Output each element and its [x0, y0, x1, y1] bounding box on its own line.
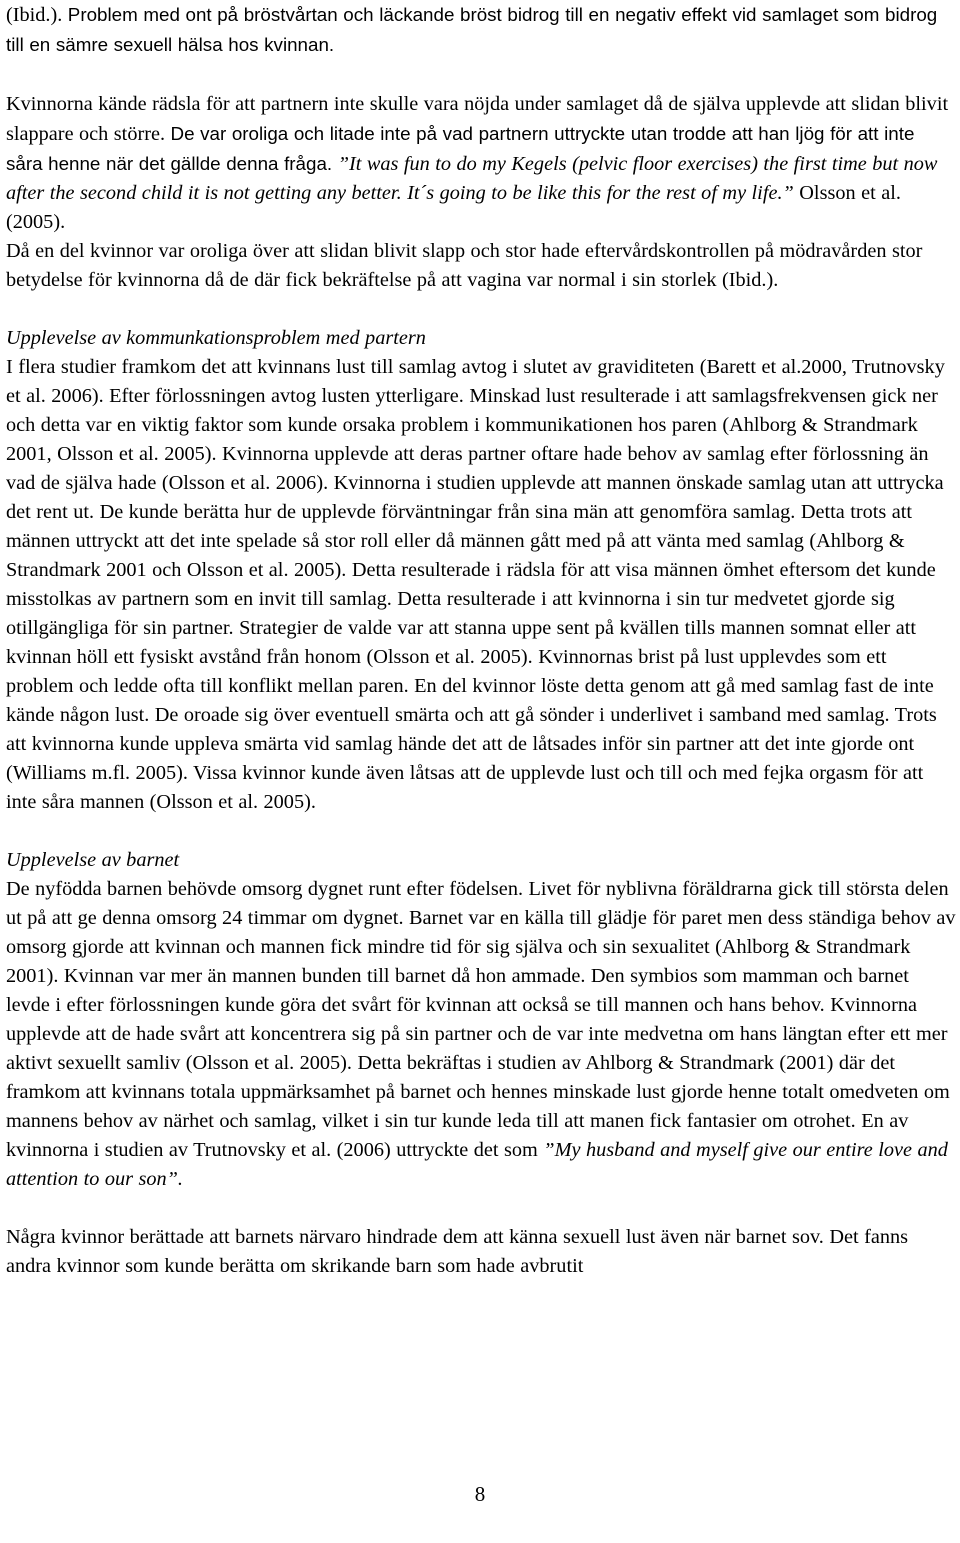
section-heading-communication: Upplevelse av kommunkationsproblem med partern: [6, 327, 426, 349]
paragraph-last: Några kvinnor berättade att barnets närvaro hindrade dem att känna sexuell lust även när barnet sov. Det fanns andra kvinnor som kunde berätta om skrikande barn som hade avbrutit: [6, 1226, 909, 1277]
paragraph-intro: [6, 0, 956, 60]
text-run: Kvinnorna kände rädsla för att partnern inte skulle vara nöjda under samlaget då de själva upplevde att slidan blivit slappare och större.: [6, 93, 949, 145]
section-body-child: [6, 875, 956, 1194]
section-heading-child: Upplevelse av barnet: [6, 849, 180, 871]
text-run: Då en del kvinnor var oroliga över att slidan blivit slapp och stor hade eftervårdskontrollen på mödravården stor betydelse för kvinnorna då de där fick bekräftelse på att vagina var normal i sin storlek (Ibid.).: [6, 240, 923, 291]
text-sans-run: Problem med ont på bröstvårtan och läckande bröst bidrog till en negativ effekt vid samlaget som bidrog till en sämre sexuell hälsa hos kvinnan.: [6, 4, 938, 55]
text-citation: Olsson et al. (2005).: [6, 182, 901, 233]
paragraph-fear: [6, 90, 956, 295]
page-number: 8: [474, 1482, 486, 1506]
text-sans-run: De var oroliga och litade inte på vad partnern uttryckte utan trodde att han ljög för att inte såra henne när det gällde denna fråga.: [6, 123, 915, 174]
section-body-communication: I flera studier framkom det att kvinnans lust till samlag avtog i slutet av graviditeten (Barett et al.2000, Trutnovsky et al. 2006). Efter förlossningen avtog lusten ytterligare. Minskad lust resulterade i att samlagsfrekvensen gick ner och detta var en viktig faktor som kunde orsaka problem i kommunikationen hos paren (Ahlborg & Strandmark 2001, Olsson et al. 2005). Kvinnorna upplevde att deras partner oftare hade behov av samlag efter förlossning än vad de själva hade (Olsson et al. 2006). Kvinnorna i studien upplevde att mannen önskade samlag utan att uttrycka det rent ut. De kunde berätta hur de upplevde förväntningar från sina män att genomföra samlag. Detta trots att männen uttryckt att det inte spelade så stor roll eller då männen gått med på att vänta med samlag (Ahlborg & Strandmark 2001 och Olsson et al. 2005). Detta resulterade i rädsla för att visa männen ömhet eftersom det kunde misstolkas av partnern som en invit till samlag. Detta resulterade i att kvinnorna i sin tur medvetet gjorde sig otillgängliga för sin partner. Strategier de valde var att stanna uppe sent på kvällen tills mannen somnat eller att kvinnan höll ett fysiskt avstånd från honom (Olsson et al. 2005). Kvinnornas brist på lust upplevdes som ett problem och ledde ofta till konflikt mellan paren. En del kvinnor löste detta genom att gå med samlag fast de inte kände någon lust. De oroade sig över eventuell smärta och att gå sönder i underlivet i samband med samlag. Trots att kvinnorna kunde uppleva smärta vid samlag hände det att de låtsades inför sin partner att det inte gjorde ont (Williams m.fl. 2005). Vissa kvinnor kunde även låtsas att de upplevde lust och till och med fejka orgasm för att inte såra mannen (Olsson et al. 2005).: [6, 356, 945, 813]
quote-kegels: ”It was fun to do my Kegels (pelvic floor exercises) the first time but now after the second child it is not getting any better. It´s going to be like this for the rest of my life.”: [6, 153, 938, 204]
document-page: [6, 0, 956, 1281]
text-citation: (Ibid.).: [6, 4, 68, 26]
text-run: De nyfödda barnen behövde omsorg dygnet runt efter födelsen. Livet för nyblivna föräldrarna gick till största delen ut på att ge denna omsorg 24 timmar om dygnet. Barnet var en källa till glädje för paret men dess ständiga behov av omsorg gjorde att kvinnan och mannen fick mindre tid för sig själva och sin sexualitet (Ahlborg & Strandmark 2001). Kvinnan var mer än mannen bunden till barnet då hon ammade. Den symbios som mamman och barnet levde i efter förlossningen kunde göra det svårt för kvinnan att också se till mannen och hans behov. Kvinnorna upplevde att de hade svårt att koncentrera sig på sin partner och de var inte medvetna om hans längtan efter ett mer aktivt sexuellt samliv (Olsson et al. 2005). Detta bekräftas i studien av Ahlborg & Strandmark (2001) där det framkom att kvinnans totala uppmärksamhet på barnet och hennes minskade lust gjorde henne totalt omedveten om mannens behov av närhet och samlag, vilket i sin tur kunde leda till att manen fick fantasier om otrohet. En av kvinnorna i studien av Trutnovsky et al. (2006) uttryckte det som: [6, 878, 956, 1161]
quote-son: ”My husband and myself give our entire love and attention to our son”.: [6, 1139, 948, 1190]
